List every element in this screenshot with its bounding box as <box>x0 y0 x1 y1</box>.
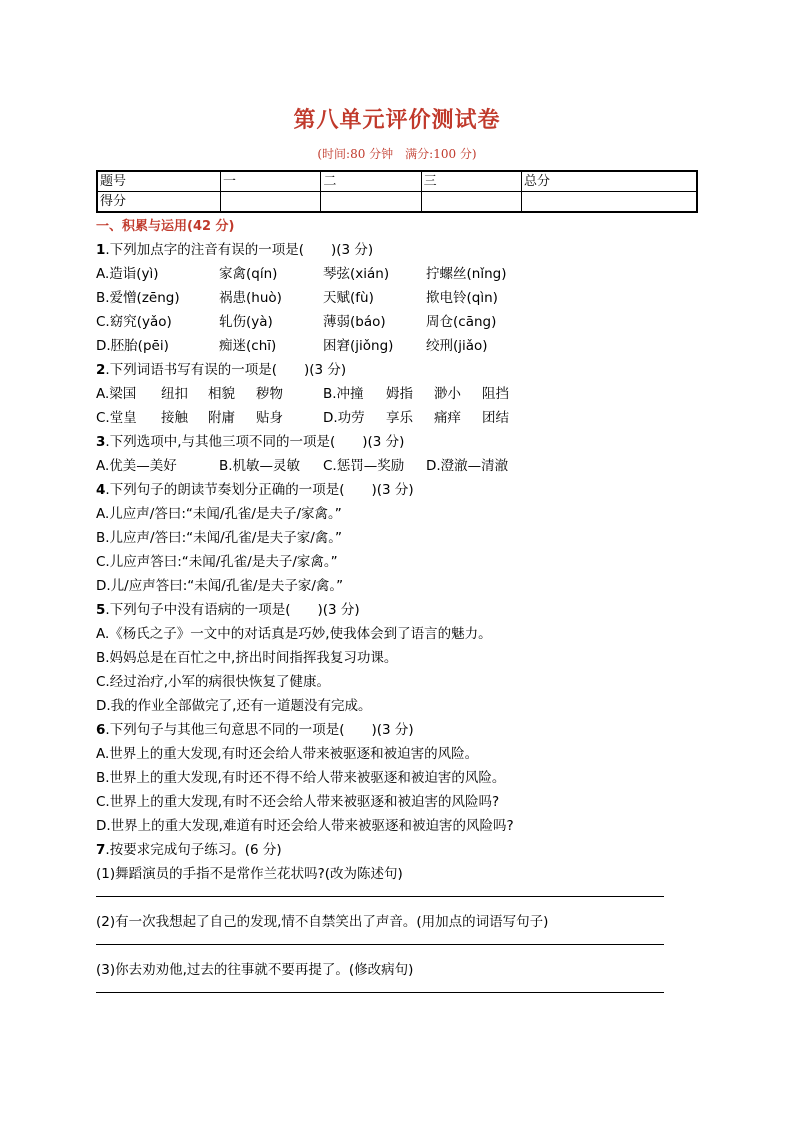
q3-option: D.澄澈—清澈 <box>426 458 509 474</box>
q1-item: 周仓(cāng) <box>426 314 497 330</box>
question-5 <box>96 598 698 622</box>
question-stem: .下列选项中,与其他三项不同的一项是( )(3 分) <box>105 434 405 450</box>
q7-part: (3)你去劝劝他,过去的往事就不要再提了。(修改病句) <box>96 962 414 978</box>
q2-word: 秽物 <box>256 386 283 402</box>
q1-option-row <box>96 262 698 286</box>
q3-option: A.优美—美好 <box>96 458 177 474</box>
question-stem: .下列词语书写有误的一项是( )(3 分) <box>105 362 347 378</box>
question-number: 7 <box>96 842 106 858</box>
q1-option-row <box>96 334 698 358</box>
score-table-score-row <box>97 192 697 213</box>
question-number: 3 <box>96 434 106 450</box>
score-cell: 二 <box>321 171 421 192</box>
score-table-header-row <box>97 171 697 192</box>
question-number: 5 <box>96 602 106 618</box>
q5-option: D.我的作业全部做完了,还有一道题没有完成。 <box>96 698 372 714</box>
q1-item: 轧伤(yà) <box>219 314 273 330</box>
q5-option: A.《杨氏之子》一文中的对话真是巧妙,使我体会到了语言的魅力。 <box>96 626 492 642</box>
q1-item: 痴迷(chī) <box>219 338 277 354</box>
q4-option: D.儿/应声答曰:“未闻/孔雀/是夫子家/禽。” <box>96 578 344 594</box>
q1-item: 琴弦(xián) <box>323 266 390 282</box>
q2-word: 姆指 <box>386 386 413 402</box>
q2-word: 痛痒 <box>434 410 461 426</box>
q4-option: A.儿应声/答曰:“未闻/孔雀/是夫子/家禽。” <box>96 506 342 522</box>
score-input-cell[interactable] <box>421 192 521 213</box>
score-cell: 一 <box>221 171 321 192</box>
q2-word: 享乐 <box>386 410 413 426</box>
question-number: 4 <box>96 482 106 498</box>
q7-part: (1)舞蹈演员的手指不是常作兰花状吗?(改为陈述句) <box>96 866 403 882</box>
question-2 <box>96 358 698 382</box>
q1-item: D.胚胎(pēi) <box>96 338 169 354</box>
question-stem: .下列句子的朗读节奏划分正确的一项是( )(3 分) <box>105 482 414 498</box>
q7-part: (2)有一次我想起了自己的发现,情不自禁笑出了声音。(用加点的词语写句子) <box>96 914 549 930</box>
q1-item: 薄弱(báo) <box>323 314 386 330</box>
q5-option: B.妈妈总是在百忙之中,挤出时间指挥我复习功课。 <box>96 650 398 666</box>
q1-item: 绞刑(jiǎo) <box>426 338 488 354</box>
q1-item: C.窈究(yǎo) <box>96 314 172 330</box>
q2-word: A.梁国 <box>96 386 137 402</box>
q2-option-row <box>96 406 698 430</box>
question-number: 1 <box>96 242 106 258</box>
q2-word: 附庸 <box>208 410 235 426</box>
q3-option: B.机敏—灵敏 <box>219 458 301 474</box>
question-stem: .按要求完成句子练习。(6 分) <box>105 842 282 858</box>
q3-option-row <box>96 454 698 478</box>
q4-option: C.儿应声答曰:“未闻/孔雀/是夫子/家禽。” <box>96 554 338 570</box>
q2-word: 阻挡 <box>482 386 509 402</box>
question-1 <box>96 238 698 262</box>
q2-word: D.功劳 <box>323 410 365 426</box>
q1-option-row <box>96 286 698 310</box>
answer-line[interactable] <box>96 982 664 993</box>
q1-item: 天赋(fù) <box>323 290 374 306</box>
q2-word: 接触 <box>161 410 188 426</box>
question-number: 2 <box>96 362 106 378</box>
q2-word: 相貌 <box>208 386 235 402</box>
q6-option: D.世界上的重大发现,难道有时还会给人带来被驱逐和被迫害的风险吗? <box>96 818 514 834</box>
question-number: 6 <box>96 722 106 738</box>
exam-page <box>96 100 698 1006</box>
score-table <box>96 170 698 213</box>
q2-word: B.冲撞 <box>323 386 364 402</box>
q1-item: A.造诣(yì) <box>96 266 159 282</box>
q2-option-row <box>96 382 698 406</box>
q1-item: 揿电铃(qìn) <box>426 290 498 306</box>
score-cell: 题号 <box>97 171 221 192</box>
question-6 <box>96 718 698 742</box>
q1-option-row <box>96 310 698 334</box>
score-cell: 三 <box>421 171 521 192</box>
score-cell: 总分 <box>521 171 697 192</box>
q1-item: 家禽(qín) <box>219 266 278 282</box>
question-stem: .下列加点字的注音有误的一项是( )(3 分) <box>105 242 374 258</box>
question-3 <box>96 430 698 454</box>
q5-option: C.经过治疗,小军的病很快恢复了健康。 <box>96 674 331 690</box>
q6-option: A.世界上的重大发现,有时还会给人带来被驱逐和被迫害的风险。 <box>96 746 479 762</box>
q2-word: 贴身 <box>256 410 283 426</box>
q2-word: 团结 <box>482 410 509 426</box>
q4-option: B.儿应声/答曰:“未闻/孔雀/是夫子家/禽。” <box>96 530 343 546</box>
score-cell: 得分 <box>97 192 221 213</box>
q1-item: 困窘(jiǒng) <box>323 338 394 354</box>
score-input-cell[interactable] <box>321 192 421 213</box>
question-stem: .下列句子与其他三句意思不同的一项是( )(3 分) <box>105 722 414 738</box>
score-input-cell[interactable] <box>521 192 697 213</box>
q1-item: B.爱憎(zēng) <box>96 290 180 306</box>
q6-option: C.世界上的重大发现,有时不还会给人带来被驱逐和被迫害的风险吗? <box>96 794 500 810</box>
score-input-cell[interactable] <box>221 192 321 213</box>
q2-word: 纽扣 <box>161 386 188 402</box>
q2-word: C.堂皇 <box>96 410 137 426</box>
question-stem: .下列句子中没有语病的一项是( )(3 分) <box>105 602 360 618</box>
q6-option: B.世界上的重大发现,有时还不得不给人带来被驱逐和被迫害的风险。 <box>96 770 506 786</box>
answer-line[interactable] <box>96 934 664 945</box>
answer-line[interactable] <box>96 886 664 897</box>
q2-word: 渺小 <box>434 386 461 402</box>
section-heading: 一、积累与运用(42 分) <box>96 219 235 234</box>
page-title: 第八单元评价测试卷 <box>293 107 501 133</box>
q1-item: 祸患(huò) <box>219 290 282 306</box>
question-7 <box>96 838 698 862</box>
question-4 <box>96 478 698 502</box>
exam-info: (时间:80 分钟 满分:100 分) <box>317 147 477 161</box>
q1-item: 拧螺丝(nǐng) <box>426 266 507 282</box>
q3-option: C.惩罚—奖励 <box>323 458 405 474</box>
